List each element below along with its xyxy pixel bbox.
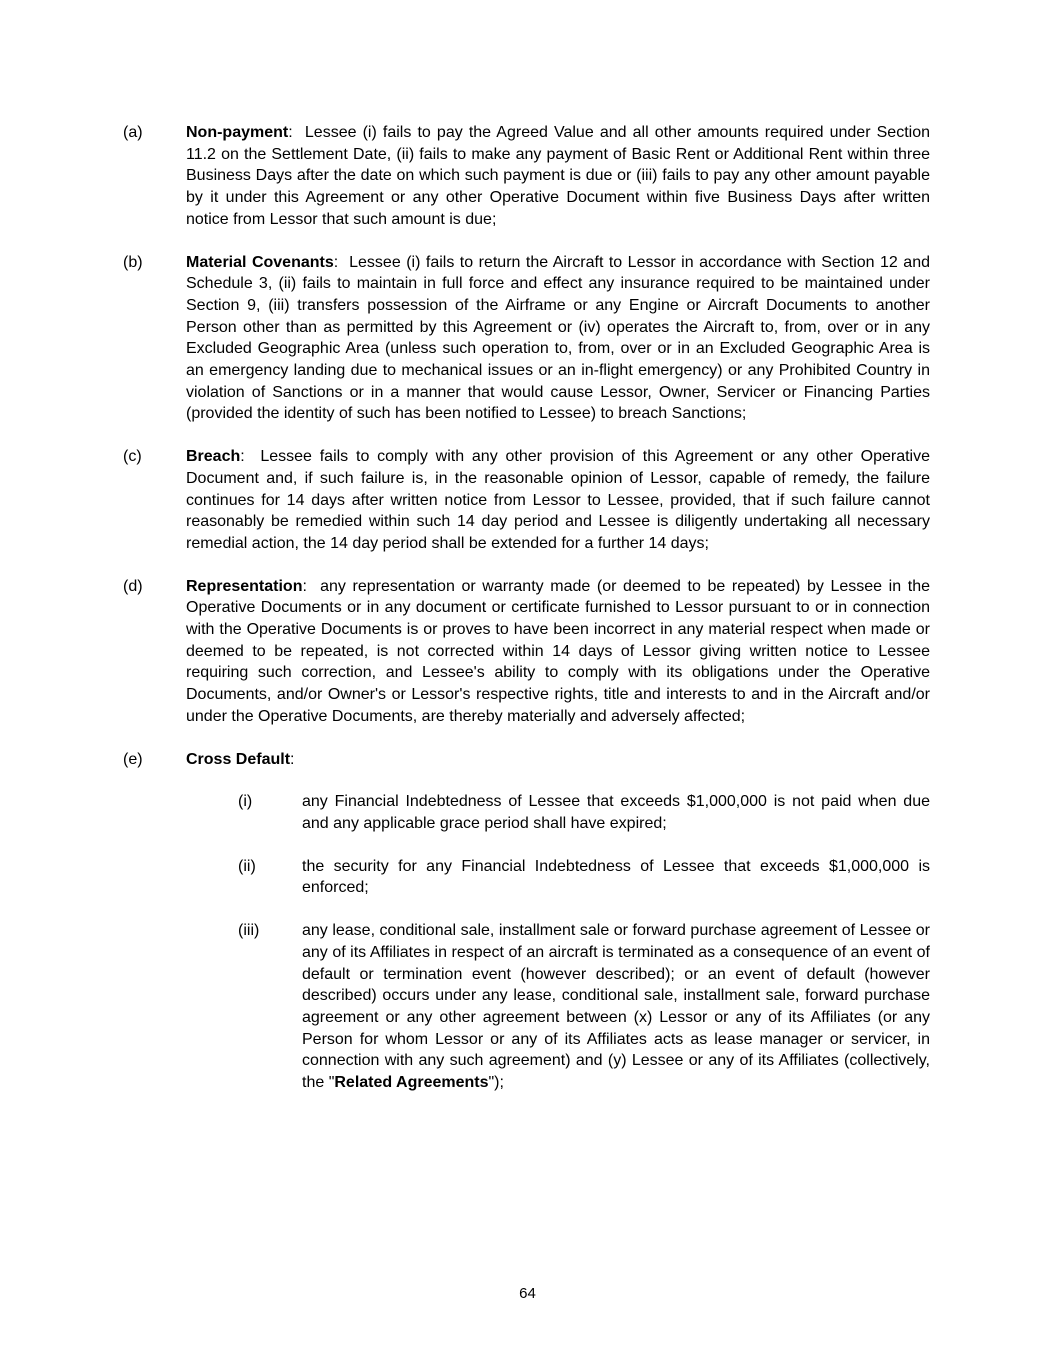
clause-heading: Cross Default bbox=[186, 750, 291, 768]
clause-segment: "); bbox=[488, 1074, 504, 1092]
clause-segment: the security for any Financial Indebtedness of Lessee that exceeds $1,000,000 is enforced; bbox=[302, 857, 930, 897]
clause-i bbox=[238, 791, 930, 834]
clause-text bbox=[302, 791, 930, 834]
clause-segment: : Lessee fails to comply with any other provision of this Agreement or any other Operative Document and, if such failure is, in the reasonable opinion of Lessor, capable of remedy, the failure continues for 14 days after written notice from Lessor to Lessee, provided, that if such failure cannot reasonably be remedied within such 14 day period and Lessee is diligently undertaking all necessary remedial action, the 14 day period shall be extended for a further 14 days; bbox=[186, 448, 930, 552]
clause-iii bbox=[238, 920, 930, 1094]
page-footer bbox=[0, 1283, 1055, 1305]
clause-d bbox=[123, 576, 930, 728]
clause-label: (c) bbox=[123, 448, 142, 466]
clause-segment: any lease, conditional sale, installment sale or forward purchase agreement of Lessee or any of its Affiliates in respect of an aircraft is terminated as a consequence of an event of default or termination event (however described); or an event of default (however described) occurs under any lease, conditional sale, installment sale, forward purchase agreement or any other agreement between (x) Lessor or any of its Affiliates (or any Person for whom Lessor or any of its Affiliates acts as lease manager or servicer, in connection with any such agreement) and (y) Lessee or any of its Affiliates (collectively, the " bbox=[302, 922, 930, 1092]
clause-label: (ii) bbox=[238, 857, 256, 875]
clause-b bbox=[123, 252, 930, 426]
defined-term: Related Agreements bbox=[334, 1074, 489, 1092]
clause-text bbox=[186, 576, 930, 728]
clause-text bbox=[186, 122, 930, 231]
clause-label: (i) bbox=[238, 793, 253, 811]
clause-text bbox=[302, 856, 930, 899]
clause-label: (b) bbox=[123, 253, 143, 271]
document-body bbox=[123, 122, 930, 1115]
clause-heading: Material Covenants bbox=[186, 253, 334, 271]
clause-c bbox=[123, 446, 930, 555]
page-number: 64 bbox=[519, 1285, 536, 1302]
clause-segment: : bbox=[290, 750, 295, 768]
clause-text bbox=[186, 252, 930, 426]
clause-a bbox=[123, 122, 930, 231]
clause-e bbox=[123, 749, 930, 771]
clause-segment: : Lessee (i) fails to pay the Agreed Value and all other amounts required under Section 11.2 on the Settlement Date, (ii) fails to make any payment of Basic Rent or Additional Rent within three Business Days after the date on which such payment is due or (iii) fails to pay any other amount payable by it under this Agreement or any other Operative Document within five Business Days after written notice from Lessor that such amount is due; bbox=[186, 124, 930, 228]
clause-text bbox=[186, 749, 930, 771]
clause-segment: any Financial Indebtedness of Lessee that exceeds $1,000,000 is not paid when due and any applicable grace period shall have expired; bbox=[302, 793, 930, 832]
clause-label: (iii) bbox=[238, 922, 260, 940]
clause-heading: Non-payment bbox=[186, 124, 289, 141]
clause-heading: Representation bbox=[186, 577, 303, 595]
clause-heading: Breach bbox=[186, 448, 241, 466]
clause-text bbox=[186, 446, 930, 555]
clause-text bbox=[302, 920, 930, 1094]
clause-segment: : any representation or warranty made (or deemed to be repeated) by Lessee in the Operative Documents or in any document or certificate furnished to Lessor pursuant to or in connection with the Operative Documents is or proves to have been incorrect in any material respect when made or deemed to be repeated, is not corrected within 14 days of Lessor giving written notice to Lessee requiring such correction, and Lessee's ability to comply with its obligations under the Operative Documents, and/or Owner's or Lessor's respective rights, title and interests to and in the Aircraft and/or under the Operative Documents, are thereby materially and adversely affected; bbox=[186, 577, 930, 725]
clause-segment: : Lessee (i) fails to return the Aircraft to Lessor in accordance with Section 12 and Schedule 3, (ii) fails to maintain in full force and effect any insurance required to be maintained under Section 9, (iii) transfers possession of the Airframe or any Engine or Aircraft Documents to another Person other than as permitted by this Agreement or (iv) operates the Aircraft to, from, over or in any Excluded Geographic Area (unless such operation to, from, over or in an Excluded Geographic Area is an emergency landing due to mechanical issues or an in-flight emergency) or any Prohibited Country in violation of Sanctions or in a manner that would cause Lessor, Owner, Servicer or Financing Parties (provided the identity of such has been notified to Lessee) to breach Sanctions; bbox=[186, 253, 930, 423]
clause-label: (d) bbox=[123, 577, 143, 595]
clause-label: (a) bbox=[123, 124, 143, 141]
clause-ii bbox=[238, 856, 930, 899]
clause-label: (e) bbox=[123, 750, 143, 768]
